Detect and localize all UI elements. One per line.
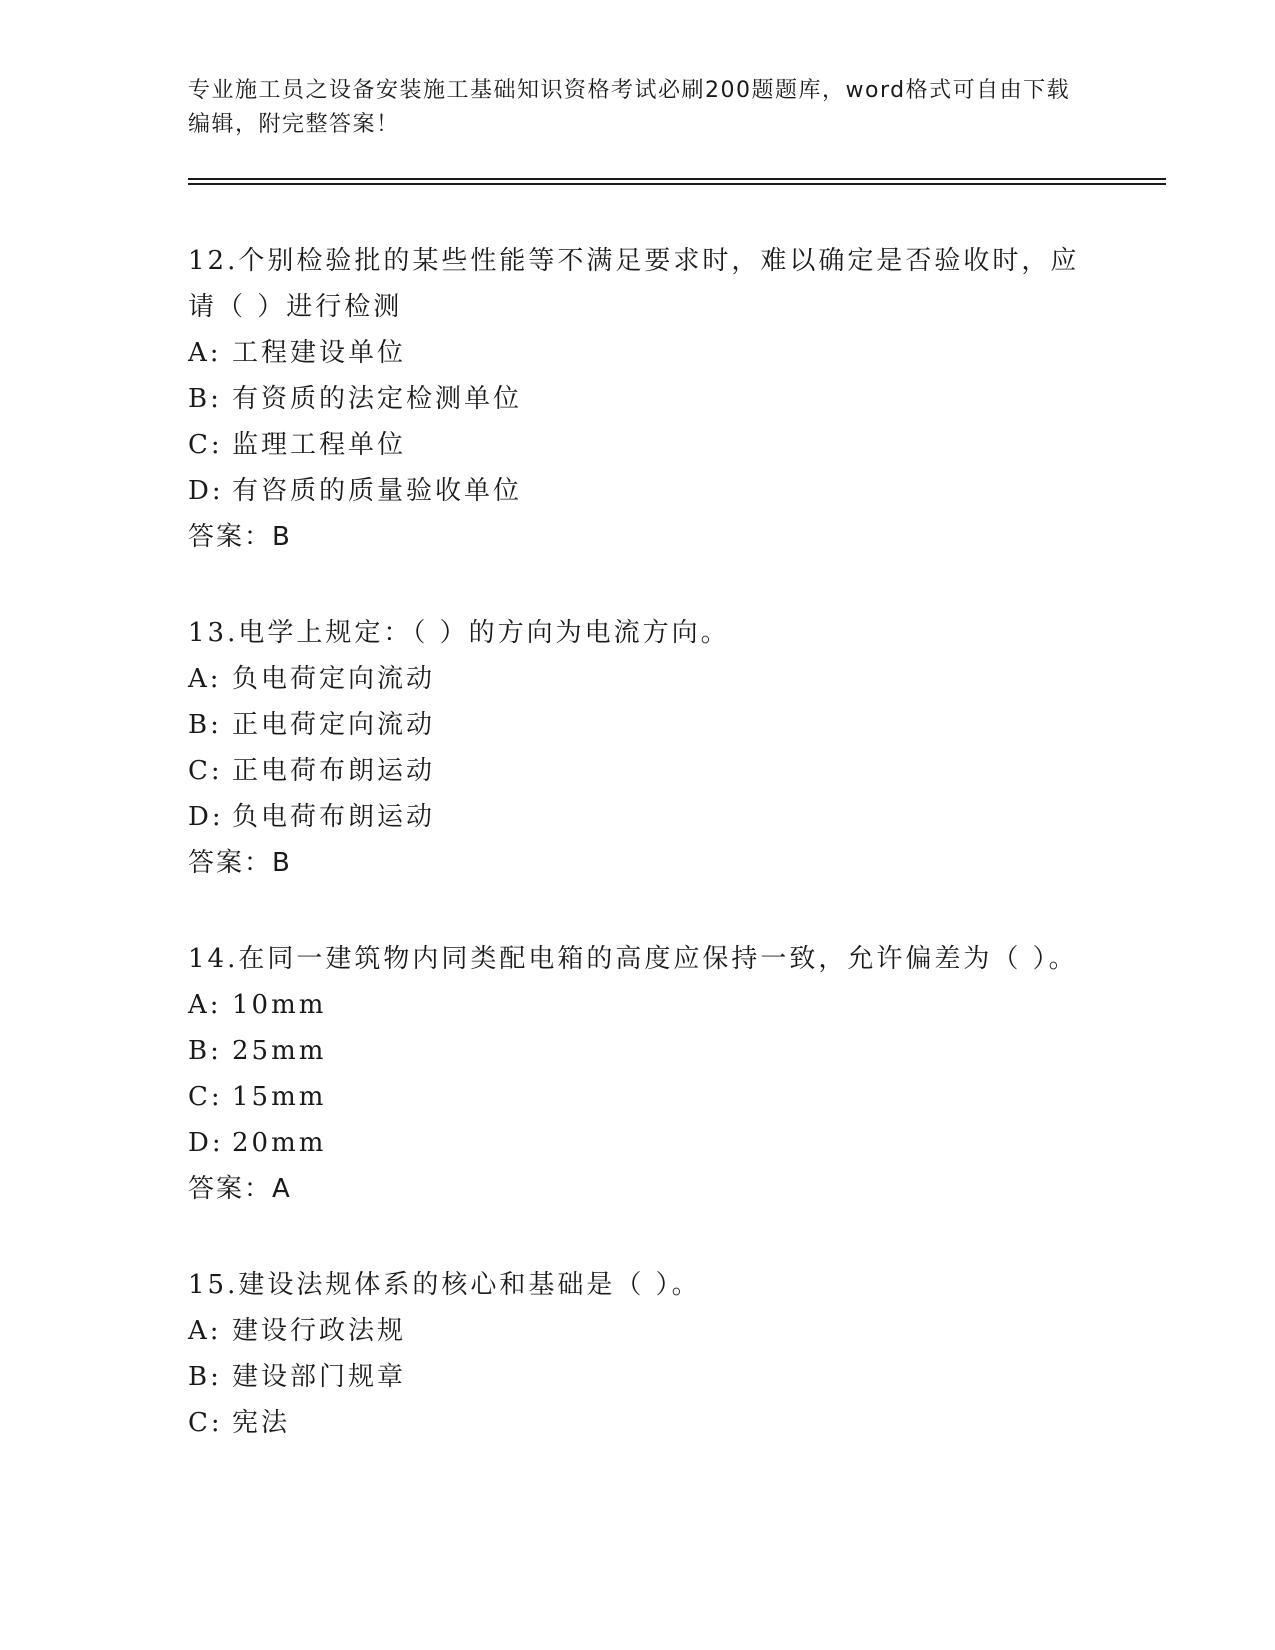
- option-a: [188, 330, 1088, 376]
- option-key: A:: [188, 1316, 222, 1346]
- option-key: B:: [188, 710, 222, 740]
- option-key: D:: [188, 476, 224, 506]
- question-stem: 12.个别检验批的某些性能等不满足要求时，难以确定是否验收时，应请（ ）进行检测: [188, 246, 1080, 322]
- question-13: [188, 610, 1088, 886]
- option-key: D:: [188, 802, 224, 832]
- option-key: C:: [188, 1408, 223, 1438]
- option-d: [188, 468, 1088, 514]
- option-b: [188, 376, 1088, 422]
- option-text: 20mm: [232, 1128, 327, 1158]
- option-key: B:: [188, 1362, 222, 1392]
- answer-line: 答案：B: [188, 522, 292, 552]
- option-key: A:: [188, 338, 222, 368]
- option-key: B:: [188, 384, 222, 414]
- option-text: 建设行政法规: [232, 1316, 407, 1346]
- option-text: 15mm: [232, 1082, 327, 1112]
- option-c: [188, 1400, 1088, 1446]
- option-key: C:: [188, 1082, 223, 1112]
- option-text: 建设部门规章: [232, 1362, 407, 1392]
- option-text: 10mm: [232, 990, 327, 1020]
- option-a: [188, 656, 1088, 702]
- option-d: [188, 1120, 1088, 1166]
- question-list: [188, 238, 1088, 1496]
- question-stem: 13.电学上规定：（ ）的方向为电流方向。: [188, 618, 730, 648]
- answer-line: 答案：B: [188, 848, 292, 878]
- document-header-title: 专业施工员之设备安装施工基础知识资格考试必刷200题题库，word格式可自由下载编辑，附完整答案！: [188, 78, 1071, 137]
- option-a: [188, 1308, 1088, 1354]
- option-b: [188, 1354, 1088, 1400]
- option-text: 工程建设单位: [232, 338, 407, 368]
- header-rule-bottom: [188, 183, 1166, 185]
- option-text: 有资质的法定检测单位: [232, 384, 523, 414]
- option-a: [188, 982, 1088, 1028]
- option-key: A:: [188, 664, 222, 694]
- option-key: B:: [188, 1036, 222, 1066]
- option-text: 宪法: [232, 1408, 291, 1438]
- option-text: 负电荷布朗运动: [232, 802, 436, 832]
- option-b: [188, 702, 1088, 748]
- option-c: [188, 748, 1088, 794]
- option-text: 正电荷定向流动: [232, 710, 436, 740]
- option-text: 监理工程单位: [232, 430, 407, 460]
- option-key: C:: [188, 756, 223, 786]
- option-key: D:: [188, 1128, 224, 1158]
- question-14: [188, 936, 1088, 1212]
- question-12: [188, 238, 1088, 560]
- option-c: [188, 422, 1088, 468]
- option-text: 25mm: [232, 1036, 327, 1066]
- option-d: [188, 794, 1088, 840]
- option-text: 负电荷定向流动: [232, 664, 436, 694]
- option-b: [188, 1028, 1088, 1074]
- answer-line: 答案：A: [188, 1174, 292, 1204]
- question-15: [188, 1262, 1088, 1446]
- question-stem: 15.建设法规体系的核心和基础是（ ）。: [188, 1270, 701, 1300]
- option-text: 有咨质的质量验收单位: [232, 476, 523, 506]
- question-stem: 14.在同一建筑物内同类配电箱的高度应保持一致，允许偏差为（ ）。: [188, 944, 1078, 974]
- option-c: [188, 1074, 1088, 1120]
- header-rule-top: [188, 178, 1166, 180]
- option-key: A:: [188, 990, 222, 1020]
- option-text: 正电荷布朗运动: [232, 756, 436, 786]
- option-key: C:: [188, 430, 223, 460]
